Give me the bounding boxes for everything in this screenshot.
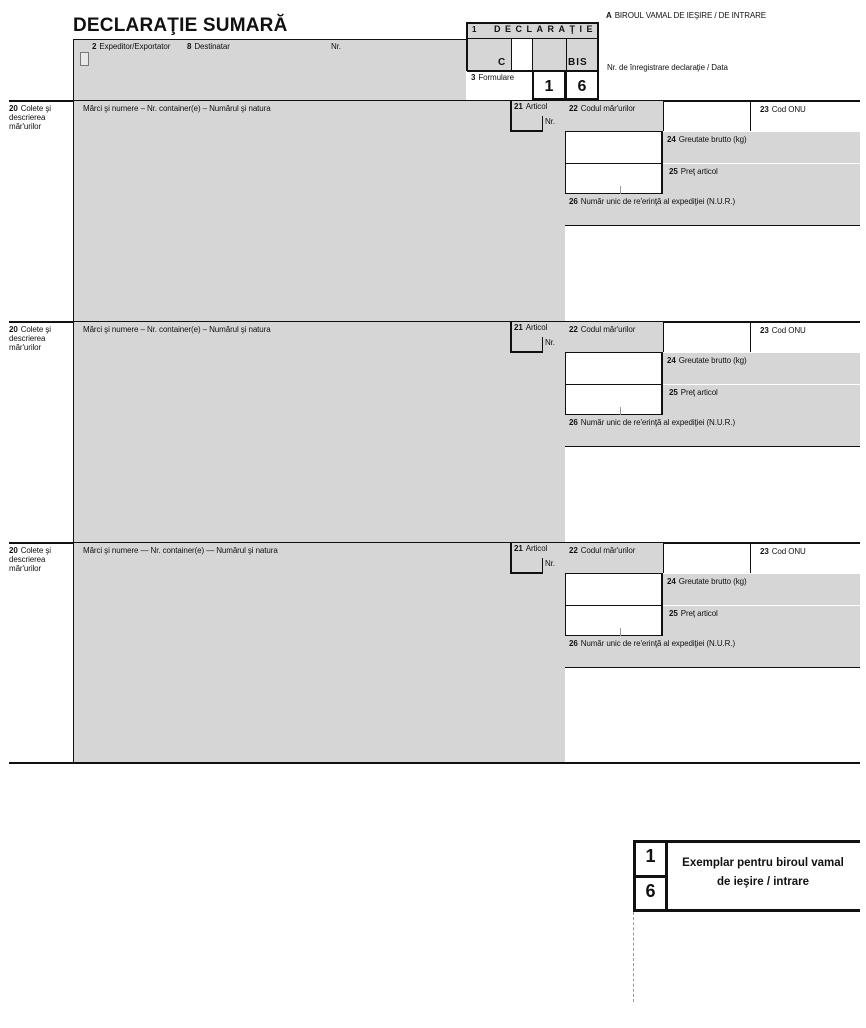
box-3-number: 3	[471, 73, 476, 82]
office-label	[606, 11, 766, 20]
box-26-label	[569, 418, 735, 427]
box-24-entry[interactable]	[565, 352, 663, 385]
box-25-label	[669, 388, 718, 397]
box-23-number: 23	[760, 547, 769, 556]
box-25-entry[interactable]	[565, 605, 663, 636]
copy-box-line-1: Exemplar pentru biroul vamal	[682, 857, 844, 869]
box-24-label	[667, 356, 747, 365]
box-25-number: 25	[669, 388, 678, 397]
box-1-div-c	[566, 38, 567, 71]
box-23-text: Cod ONU	[771, 547, 806, 556]
box-20-text: Colete şi descrierea măr'urilor	[9, 104, 51, 131]
box-21-bracket-bottom	[510, 572, 543, 574]
box-22-23-divider	[663, 321, 664, 352]
box-2-text: Expeditor/Exportator	[99, 42, 171, 51]
marks-label: Mărci şi numere – Nr. container(e) – Numărul şi natura	[83, 104, 271, 113]
box-25-number: 25	[669, 609, 678, 618]
box-21-bracket-bottom	[510, 351, 543, 353]
box-23-tick	[750, 321, 751, 352]
box-26-text: Număr unic de re'erinţă al expediţiei (N.U.R.)	[580, 639, 736, 648]
item-section-2	[0, 321, 866, 542]
office-letter: A	[606, 11, 612, 20]
copy-digit-1: 1	[645, 846, 656, 866]
box-8-label	[187, 42, 230, 51]
box-26-text: Număr unic de re'erinţă al expediţiei (N.U.R.)	[580, 197, 736, 206]
header-rule	[73, 39, 466, 40]
box-2-number: 2	[92, 42, 97, 51]
box-1-right	[597, 22, 599, 71]
box-25-entry[interactable]	[565, 163, 663, 194]
marks-label: Mărci şi numere – Nr. container(e) – Numărul şi natura	[83, 325, 271, 334]
box-24-entry[interactable]	[565, 573, 663, 606]
box-26-bottom	[565, 225, 860, 226]
box-21-label	[514, 102, 547, 111]
box-1-div-a	[511, 38, 512, 71]
box-25-text: Preţ articol	[680, 609, 718, 618]
box-1-c: C	[498, 57, 506, 68]
forms-digit-1: 1	[532, 70, 565, 100]
box-21-label	[514, 323, 547, 332]
box-20-label	[9, 546, 71, 573]
box-21-text: Articol	[525, 544, 548, 553]
box-2-label	[92, 42, 170, 51]
box-1-white-cell	[512, 39, 532, 71]
office-text: BIROUL VAMAL DE IEŞIRE / DE INTRARE	[614, 11, 767, 20]
box-23-tick	[750, 542, 751, 573]
box-21-number: 21	[514, 323, 523, 332]
box-3-text: Formulare	[478, 73, 514, 82]
box-20-number: 20	[9, 104, 18, 113]
item-section-3	[0, 542, 866, 763]
box-8-text: Destinatar	[194, 42, 230, 51]
copy-digit-2: 6	[645, 881, 656, 901]
box-21-number: 21	[514, 544, 523, 553]
box-21-label	[514, 544, 547, 553]
copy-box-line-2: de ieşire / intrare	[716, 876, 810, 888]
box-25-text: Preţ articol	[680, 167, 718, 176]
box-8-number: 8	[187, 42, 192, 51]
marks-area	[74, 101, 565, 321]
box-26-number: 26	[569, 639, 578, 648]
box-24-text: Greutate brutto (kg)	[678, 135, 747, 144]
box-21-nr: Nr.	[545, 559, 555, 568]
box-22-number: 22	[569, 325, 578, 334]
box-24-text: Greutate brutto (kg)	[678, 356, 747, 365]
box-25-label	[669, 167, 718, 176]
box-20-text: Colete şi descrierea măr'urilor	[9, 325, 51, 352]
box-21-bracket-left	[510, 321, 512, 353]
marks-area	[74, 543, 565, 763]
box-23-label	[760, 105, 806, 114]
box-24-number: 24	[667, 135, 676, 144]
box-21-text: Articol	[525, 323, 548, 332]
marks-area	[74, 322, 565, 542]
box-25-tick	[620, 186, 621, 194]
box-23-number: 23	[760, 326, 769, 335]
box-26-label	[569, 639, 735, 648]
box-22-text: Codul măr'urilor	[580, 546, 636, 555]
box-26-text: Număr unic de re'erinţă al expediţiei (N.U.R.)	[580, 418, 736, 427]
box-24-number: 24	[667, 356, 676, 365]
box-22-text: Codul măr'urilor	[580, 104, 636, 113]
box-23-text: Cod ONU	[771, 326, 806, 335]
header-left-rule	[73, 39, 74, 101]
nr-label: Nr.	[331, 42, 341, 51]
box-26-bottom	[565, 446, 860, 447]
box-21-bracket-bottom	[510, 130, 543, 132]
form-bottom-rule	[9, 762, 860, 764]
box-22-label	[569, 325, 635, 334]
box-24-number: 24	[667, 577, 676, 586]
registration-label: Nr. de înregistrare declaraţie / Data	[607, 63, 728, 72]
box-20-number: 20	[9, 325, 18, 334]
box-23-label	[760, 326, 806, 335]
box-26-label	[569, 197, 735, 206]
box-26-number: 26	[569, 197, 578, 206]
copy-box-mid	[633, 875, 667, 878]
box-25-number: 25	[669, 167, 678, 176]
box-20-label	[9, 325, 71, 352]
box-21-number: 21	[514, 102, 523, 111]
box-1-bis: BIS	[568, 57, 588, 68]
box-23-tick	[750, 100, 751, 131]
box-25-text: Preţ articol	[680, 388, 718, 397]
box-25-tick	[620, 628, 621, 636]
box-21-bracket-left	[510, 100, 512, 132]
box-23-label	[760, 547, 806, 556]
box-26-number: 26	[569, 418, 578, 427]
box-24-entry[interactable]	[565, 131, 663, 164]
box-21-bracket-right	[542, 116, 543, 132]
box-22-23-divider	[663, 100, 664, 131]
box-22-label	[569, 546, 635, 555]
box-22-text: Codul măr'urilor	[580, 325, 636, 334]
box-1-bottom	[467, 70, 533, 72]
box-21-bracket-right	[542, 558, 543, 574]
box-21-bracket-left	[510, 542, 512, 574]
small-marker	[80, 52, 89, 66]
box-24-label	[667, 135, 747, 144]
box-21-nr: Nr.	[545, 117, 555, 126]
item-section-1	[0, 100, 866, 321]
box-20-number: 20	[9, 546, 18, 555]
box-25-entry[interactable]	[565, 384, 663, 415]
box-20-label	[9, 104, 71, 131]
box-24-text: Greutate brutto (kg)	[678, 577, 747, 586]
box-24-label	[667, 577, 747, 586]
box-25-label	[669, 609, 718, 618]
copy-cut-line	[633, 912, 634, 1002]
box-1-left	[466, 22, 468, 71]
box-21-text: Articol	[525, 102, 548, 111]
marks-label: Mărci şi numere — Nr. container(e) — Numărul şi natura	[83, 546, 278, 555]
box-1-div-b	[532, 38, 533, 71]
box-22-number: 22	[569, 546, 578, 555]
forms-digit-2: 6	[565, 70, 599, 100]
form-title: DECLARAŢIE SUMARĂ	[73, 15, 288, 36]
box-21-bracket-right	[542, 337, 543, 353]
box-23-text: Cod ONU	[771, 105, 806, 114]
box-3-label	[471, 73, 514, 82]
box-20-text: Colete şi descrierea măr'urilor	[9, 546, 51, 573]
box-23-number: 23	[760, 105, 769, 114]
box-22-23-divider	[663, 542, 664, 573]
box-22-number: 22	[569, 104, 578, 113]
box-1-number: 1	[472, 25, 477, 34]
box-1-label: DECLARAŢIE	[494, 24, 597, 34]
box-21-nr: Nr.	[545, 338, 555, 347]
box-25-tick	[620, 407, 621, 415]
box-22-label	[569, 104, 635, 113]
box-26-bottom	[565, 667, 860, 668]
